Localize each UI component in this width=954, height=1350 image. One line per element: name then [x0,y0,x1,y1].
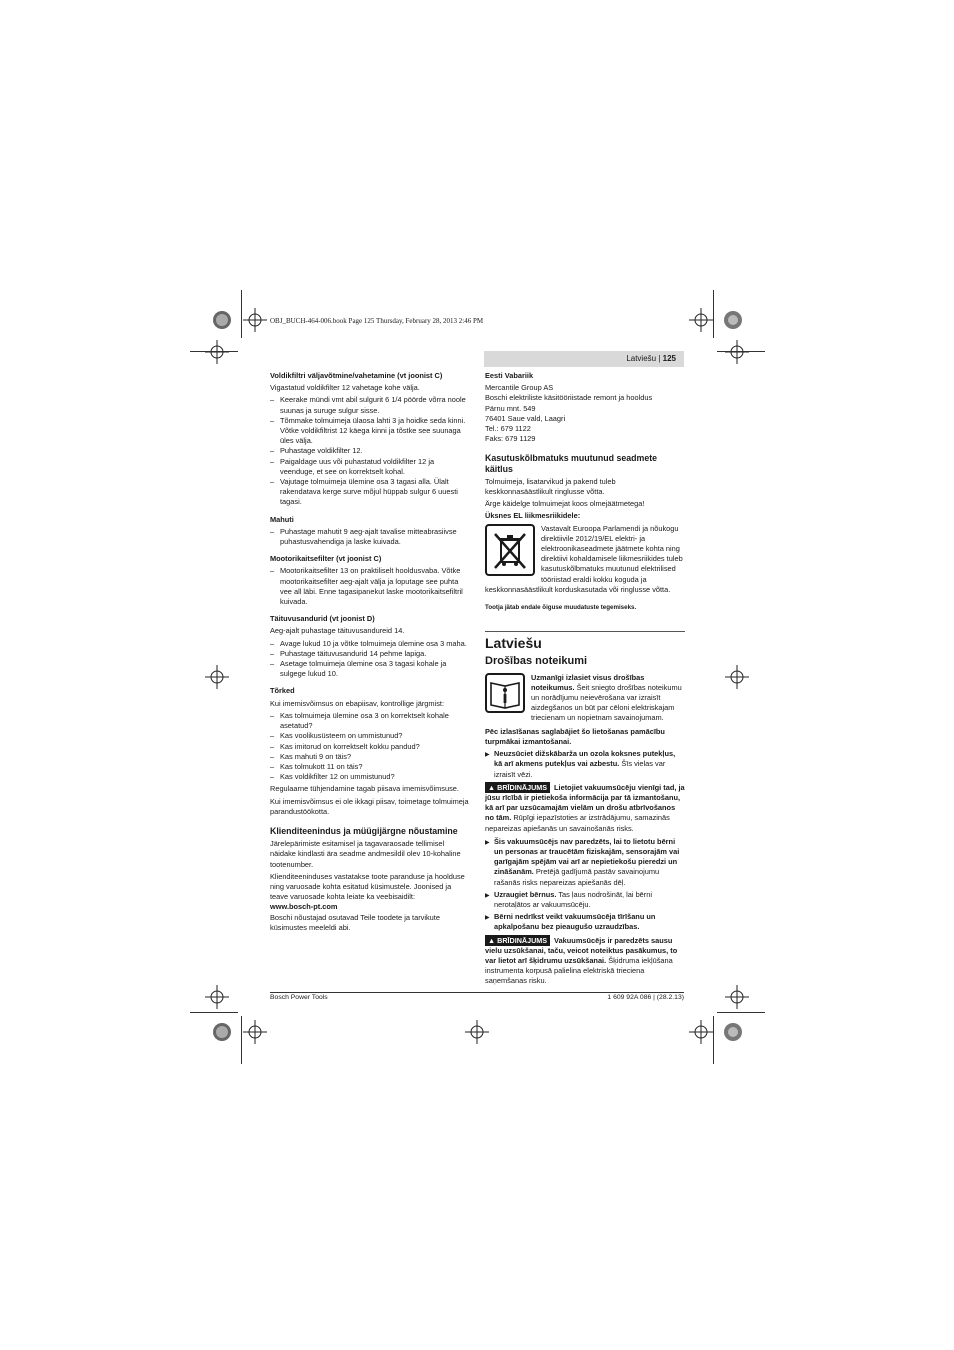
list-item: – Vajutage tolmuimeja ülemine osa 3 tagasi alla. Ülalt rakendatava kerge surve mõjul hüppab sulgur 6 uuesti tagasi. [270,477,470,508]
warning-badge: ▲ BRĪDINĀJUMS [485,782,550,793]
list-item: – Paigaldage uus või puhastatud voldikfilter 12 ja veenduge, et see on korrektselt kohal. [270,457,470,477]
crosshair-mark-icon [689,308,713,337]
disposal-text: Tolmuimeja, lisatarvikud ja pakend tuleb keskkonnasäästlikult ringlusse võtta. [485,476,616,497]
safety-bullet: ▶ Šis vakuumsūcējs nav paredzēts, lai to lietotu bērni un personas ar traucētām fiziskajām, sensorajām vai garīgajām spējām vai arī ar nepietiekošu pieredzi un zināšanām. Pretējā gadījumā pastāv savainojumu rašanās risks nepareizas apiešanās dēļ. [485,837,685,888]
keep-manual: Pēc izlasīšanas saglabājiet šo lietošanas pamācību turpmākai izmantošanai. [485,726,665,746]
header-section: Latviešu [626,354,657,363]
read-bold: Uzmanīgi izlasiet visus drošības noteikumus. [531,672,645,692]
crosshair-mark-icon [689,1020,713,1049]
book-info-icon [485,673,525,713]
faults-note: Regulaarne tühjendamine tagab piisava imemisvõimsuse. [270,784,459,794]
eu-heading: Üksnes EL liikmesriikidele: [485,511,581,521]
list-item: – Kas mahuti 9 on täis? [270,752,470,762]
eu-block [485,524,685,595]
list-item: – Keerake mündi vmt abil sulgurit 6 1/4 pöörde võrra noole suunas ja suruge sulgur sisse. [270,395,470,415]
disposal-text: Ärge käidelge tolmuimejat koos olmejäätmetega! [485,499,645,509]
address-line: Faks: 679 1129 [485,434,536,444]
sensor-heading: Täituvusandurid (vt joonist D) [270,614,375,624]
filter-steps [270,395,470,507]
motor-filter-steps [270,566,470,607]
warning-triangle-icon: ▲ [488,782,496,792]
registration-mark-icon [721,1020,745,1049]
faults-heading: Tõrked [270,686,295,696]
print-slug: OBJ_BUCH-464-006.book Page 125 Thursday, February 28, 2013 2:46 PM [270,317,484,325]
crosshair-mark-icon [465,1020,489,1049]
address-line: Mercantile Group AS [485,383,554,393]
registration-mark-icon [210,308,234,337]
faults-intro: Kui imemisvõimsus on ebapiisav, kontrollige järgmist: [270,698,445,708]
list-item: – Avage lukud 10 ja võtke tolmuimeja ülemine osa 3 maha. [270,639,470,649]
filter-heading: Voldikfiltri väljavõtmine/vahetamine (vt joonist C) [270,371,443,380]
address-line: Tel.: 679 1122 [485,424,531,434]
read-manual-block [485,673,685,724]
section-divider [485,631,685,632]
list-item: – Mootorikaitsefilter 13 on praktiliselt hooldusvaba. Võtke mootorikaitsefilter aeg-ajalt välja ja loputage see puhta vee all läbi. Enne tagasipanekut laske mootorikaitsefiltril kuivada. [270,566,470,607]
list-item: – Kas voolikusüsteem on ummistunud? [270,731,470,741]
warning-triangle-icon: ▲ [488,935,496,945]
crosshair-mark-icon [205,985,229,1014]
list-item: – Asetage tolmuimeja ülemine osa 3 tagasi kohale ja sulgege lukud 10. [270,659,470,679]
crosshair-mark-icon [243,1020,267,1049]
safety-bullet: ▶ Uzraugiet bērnus. Tas ļaus nodrošināt, lai bērni nerotaļātos ar vakuumsūcēju. [485,890,685,910]
country-heading: Eesti Vabariik [485,371,534,380]
faults-note: Kui imemisvõimsus ei ole ikkagi piisav, toimetage tolmuimeja parandustöökotta. [270,796,469,816]
running-header: Latviešu | 125 [626,354,676,363]
crosshair-mark-icon [725,665,749,694]
service-text: Järelepärimiste esitamisel ja tagavaraosade tellimisel näidake kindlasti ära seadme andmesildil olev 10-kohaline tootenumber. [270,839,461,869]
crosshair-mark-icon [243,308,267,337]
safety-heading: Drošības noteikumi [485,655,588,668]
list-item: – Puhastage mahutit 9 aeg-ajalt tavalise mitteabrasiivse puhastusvahendiga ja laske kuivada. [270,527,470,547]
warning-badge: ▲ BRĪDINĀJUMS [485,935,550,946]
list-item: – Kas imitorud on korrektselt kokku pandud? [270,742,470,752]
change-note: Tootja jätab endale õiguse muudatuste tegemiseks. [485,604,637,612]
filter-intro: Vigastatud voldikfilter 12 vahetage kohe välja. [270,383,420,393]
crosshair-mark-icon [725,985,749,1014]
left-column [270,371,470,935]
wheelie-bin-crossed-icon [485,524,535,576]
list-item: – Tõmmake tolmuimeja ülaosa lahti 3 ja hoidke seda kinni. Võtke voldikfiltrist 12 käega kinni ja tõstke see suunaga üles välja. [270,416,470,447]
address-line: 76401 Saue vald, Laagri [485,413,566,423]
page-number: 125 [662,354,676,363]
safety-bullet: ▶ Neuzsūciet dižskābarža un ozola koksnes putekļus, kā arī akmens putekļus vai azbestu. Šīs vielas var izraisīt vēzi. [485,749,685,780]
mahuti-heading: Mahuti [270,514,294,524]
faults-list [270,711,470,782]
service-url-link[interactable]: www.bosch-pt.com [270,902,338,912]
list-item: – Kas tolmuimeja ülemine osa 3 on korrektselt kohale asetatud? [270,711,470,731]
footer-rule [270,992,684,993]
sensor-steps [270,639,470,680]
address-block [485,383,685,444]
disposal-heading: Kasutuskõlbmatuks muutunud seadmete käitlus [485,453,658,474]
registration-mark-icon [210,1020,234,1049]
list-item: – Puhastage voldikfilter 12. [270,446,470,456]
right-column [485,371,685,990]
sensor-intro: Aeg-ajalt puhastage täituvusandureid 14. [270,626,405,636]
service-text: Klienditeeninduses vastatakse toote paranduse ja hoolduse ning varuosade kohta esitatud küsimustele. Joonised ja teave varuosade kohta leiate ka veebisaidilt: [270,871,465,902]
mahuti-steps [270,527,470,547]
safety-bullet: ▶ Bērni nedrīkst veikt vakuumsūcēja tīrīšanu un apkalpošanu bez pieaugušo uzraudzības. [485,912,685,932]
crosshair-mark-icon [205,340,229,369]
service-heading: Klienditeenindus ja müügijärgne nõustamine [270,825,458,836]
address-line: Boschi elektriliste käsitööriistade remont ja hooldus [485,393,653,403]
list-item: – Puhastage täituvusandurid 14 pehme lapiga. [270,649,470,659]
footer-code: 1 609 92A 086 | (28.2.13) [607,994,684,1001]
crosshair-mark-icon [725,340,749,369]
footer-brand: Bosch Power Tools [270,994,328,1001]
registration-mark-icon [721,308,745,337]
read-text: Šeit sniegto drošības noteikumu un norādījumu neievērošana var izraisīt aizdegšanos un būt par cēloni elektriskajam triecienam un nopietnam savainojumam. [531,682,682,723]
motor-filter-heading: Mootorikaitsefilter (vt joonist C) [270,554,382,564]
list-item: – Kas voldikfilter 12 on ummistunud? [270,772,470,782]
crosshair-mark-icon [205,665,229,694]
service-text: Boschi nõustajad osutavad Teile toodete ja tarvikute küsimustes meeleldi abi. [270,912,440,932]
warning-block: ▲ BRĪDINĀJUMS Vakuumsūcējs ir paredzēts sausu vielu uzsūkšanai, taču, veicot noteiktus pasākumus, to var lietot arī šķidrumu uzsūkšanai. Šķidruma iekļūšana instrumenta korpusā palielina elektriskā trieciena saņemšanas risku. [485,935,678,986]
language-title: Latviešu [485,635,542,652]
list-item: – Kas tolmukott 11 on täis? [270,762,470,772]
eu-text: Vastavalt Euroopa Parlamendi ja nõukogu direktiivile 2012/19/EL elektri- ja elektroonikaseadmete jäätmete kohta ning direktiivi kohaldamisele liikmesriikides tuleb kasutuskõlbmatuks muutunud elektrilised tööriistad eraldi kokku koguda ja keskkonnasäästlikult korduskasutada või ringlusse võtta. [485,523,683,594]
warning-block: ▲ BRĪDINĀJUMS Lietojiet vakuumsūcēju vienīgi tad, ja jūsu rīcībā ir pietiekoša informācija par tā izmantošanu, kā arī par uzsūcamajām vielām un drošu atbrīvošanos no tām. Rūpīgi iepazīstoties ar izstrādājumu, samazinās nepareizas apiešanās un savainošanās risks. [485,782,685,833]
address-line: Pärnu mnt. 549 [485,403,536,413]
